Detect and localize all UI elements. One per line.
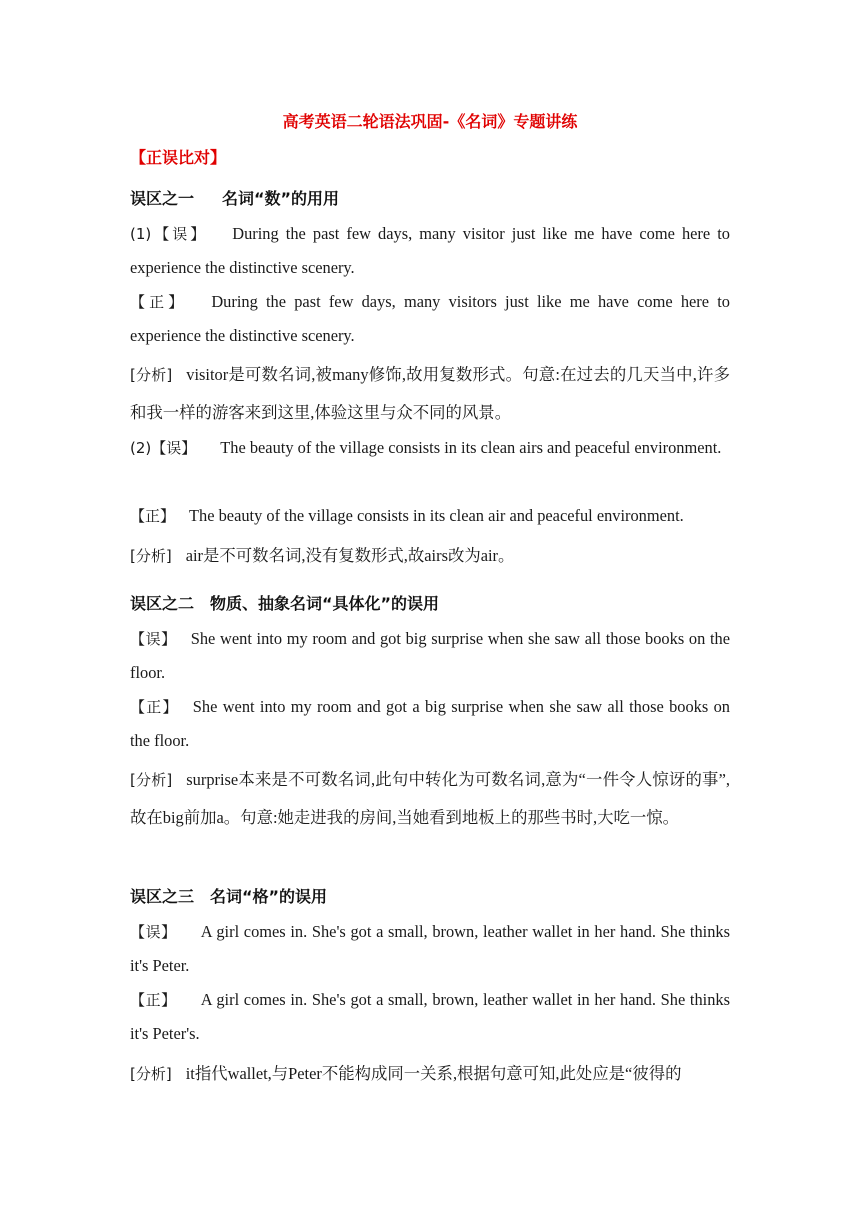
correct-sentence: A girl comes in. She's got a small, brown, leather wallet in her hand. She thinks it's Peter's. (130, 990, 730, 1043)
wrong-sentence: A girl comes in. She's got a small, brown, leather wallet in her hand. She thinks it's Peter. (130, 922, 730, 975)
analysis-marker: [分析] (130, 771, 173, 789)
wrong-marker: (2)【误】 (130, 439, 197, 457)
block-3-heading (130, 884, 327, 907)
correct-sentence: During the past few days, many visitors just like me have come here to experience the distinctive scenery. (130, 292, 730, 345)
block-1-correct (130, 285, 730, 353)
correct-sentence: The beauty of the village consists in its clean air and peaceful environment. (189, 506, 684, 525)
block-heading-number: 误区之三 (130, 887, 195, 906)
block-3-wrong (130, 915, 730, 983)
correct-sentence: She went into my room and got a big surprise when she saw all those books on the floor. (130, 697, 730, 750)
block-2-analysis (130, 761, 730, 837)
correct-marker: 【正】 (130, 507, 176, 525)
block-2-heading (130, 591, 439, 614)
wrong-sentence: The beauty of the village consists in its clean airs and peaceful environment. (220, 438, 722, 457)
block-3-analysis (130, 1055, 730, 1093)
block-2-correct (130, 690, 730, 758)
correct-marker: 【正】 (130, 991, 177, 1009)
block-heading-number: 误区之一 (130, 189, 195, 208)
wrong-marker: 【误】 (130, 923, 177, 941)
block-1-analysis (130, 356, 730, 432)
document-title: 高考英语二轮语法巩固-《名词》专题讲练 (282, 112, 578, 131)
section-label: 【正误比对】 (130, 148, 227, 167)
block-heading-topic: 物质、抽象名词“具体化”的误用 (210, 594, 440, 613)
analysis-marker: [分析] (130, 366, 173, 384)
block-heading-topic: 名词“数”的用用 (222, 189, 340, 208)
block-1-wrong (130, 217, 730, 285)
wrong-marker: (1)【误】 (130, 225, 209, 243)
block-1-heading (130, 186, 339, 209)
analysis-marker: [分析] (130, 1065, 172, 1083)
analysis-text: it指代wallet,与Peter不能构成同一关系,根据句意可知,此处应是“彼得的 (185, 1064, 682, 1083)
block-2-wrong (130, 622, 730, 690)
analysis-text: visitor是可数名词,被many修饰,故用复数形式。句意:在过去的几天当中,许多和我一样的游客来到这里,体验这里与众不同的风景。 (130, 365, 730, 422)
wrong-sentence: She went into my room and got big surprise when she saw all those books on the floor. (130, 629, 730, 682)
wrong-sentence: During the past few days, many visitor just like me have come here to experience the distinctive scenery. (130, 224, 730, 277)
wrong-marker: 【误】 (130, 630, 177, 648)
block-1-correct-2 (130, 499, 730, 533)
block-1-wrong-2 (130, 431, 730, 465)
analysis-text: air是不可数名词,没有复数形式,故airs改为air。 (185, 546, 515, 565)
block-1-analysis-2 (130, 537, 730, 575)
correct-marker: 【正】 (130, 293, 188, 311)
analysis-text: surprise本来是不可数名词,此句中转化为可数名词,意为“一件令人惊讶的事”,故在big前加a。句意:她走进我的房间,当她看到地板上的那些书时,大吃一惊。 (130, 770, 730, 827)
block-heading-number: 误区之二 (130, 594, 195, 613)
analysis-marker: [分析] (130, 547, 172, 565)
correct-marker: 【正】 (130, 698, 179, 716)
block-heading-topic: 名词“格”的误用 (210, 887, 328, 906)
block-3-correct (130, 983, 730, 1051)
